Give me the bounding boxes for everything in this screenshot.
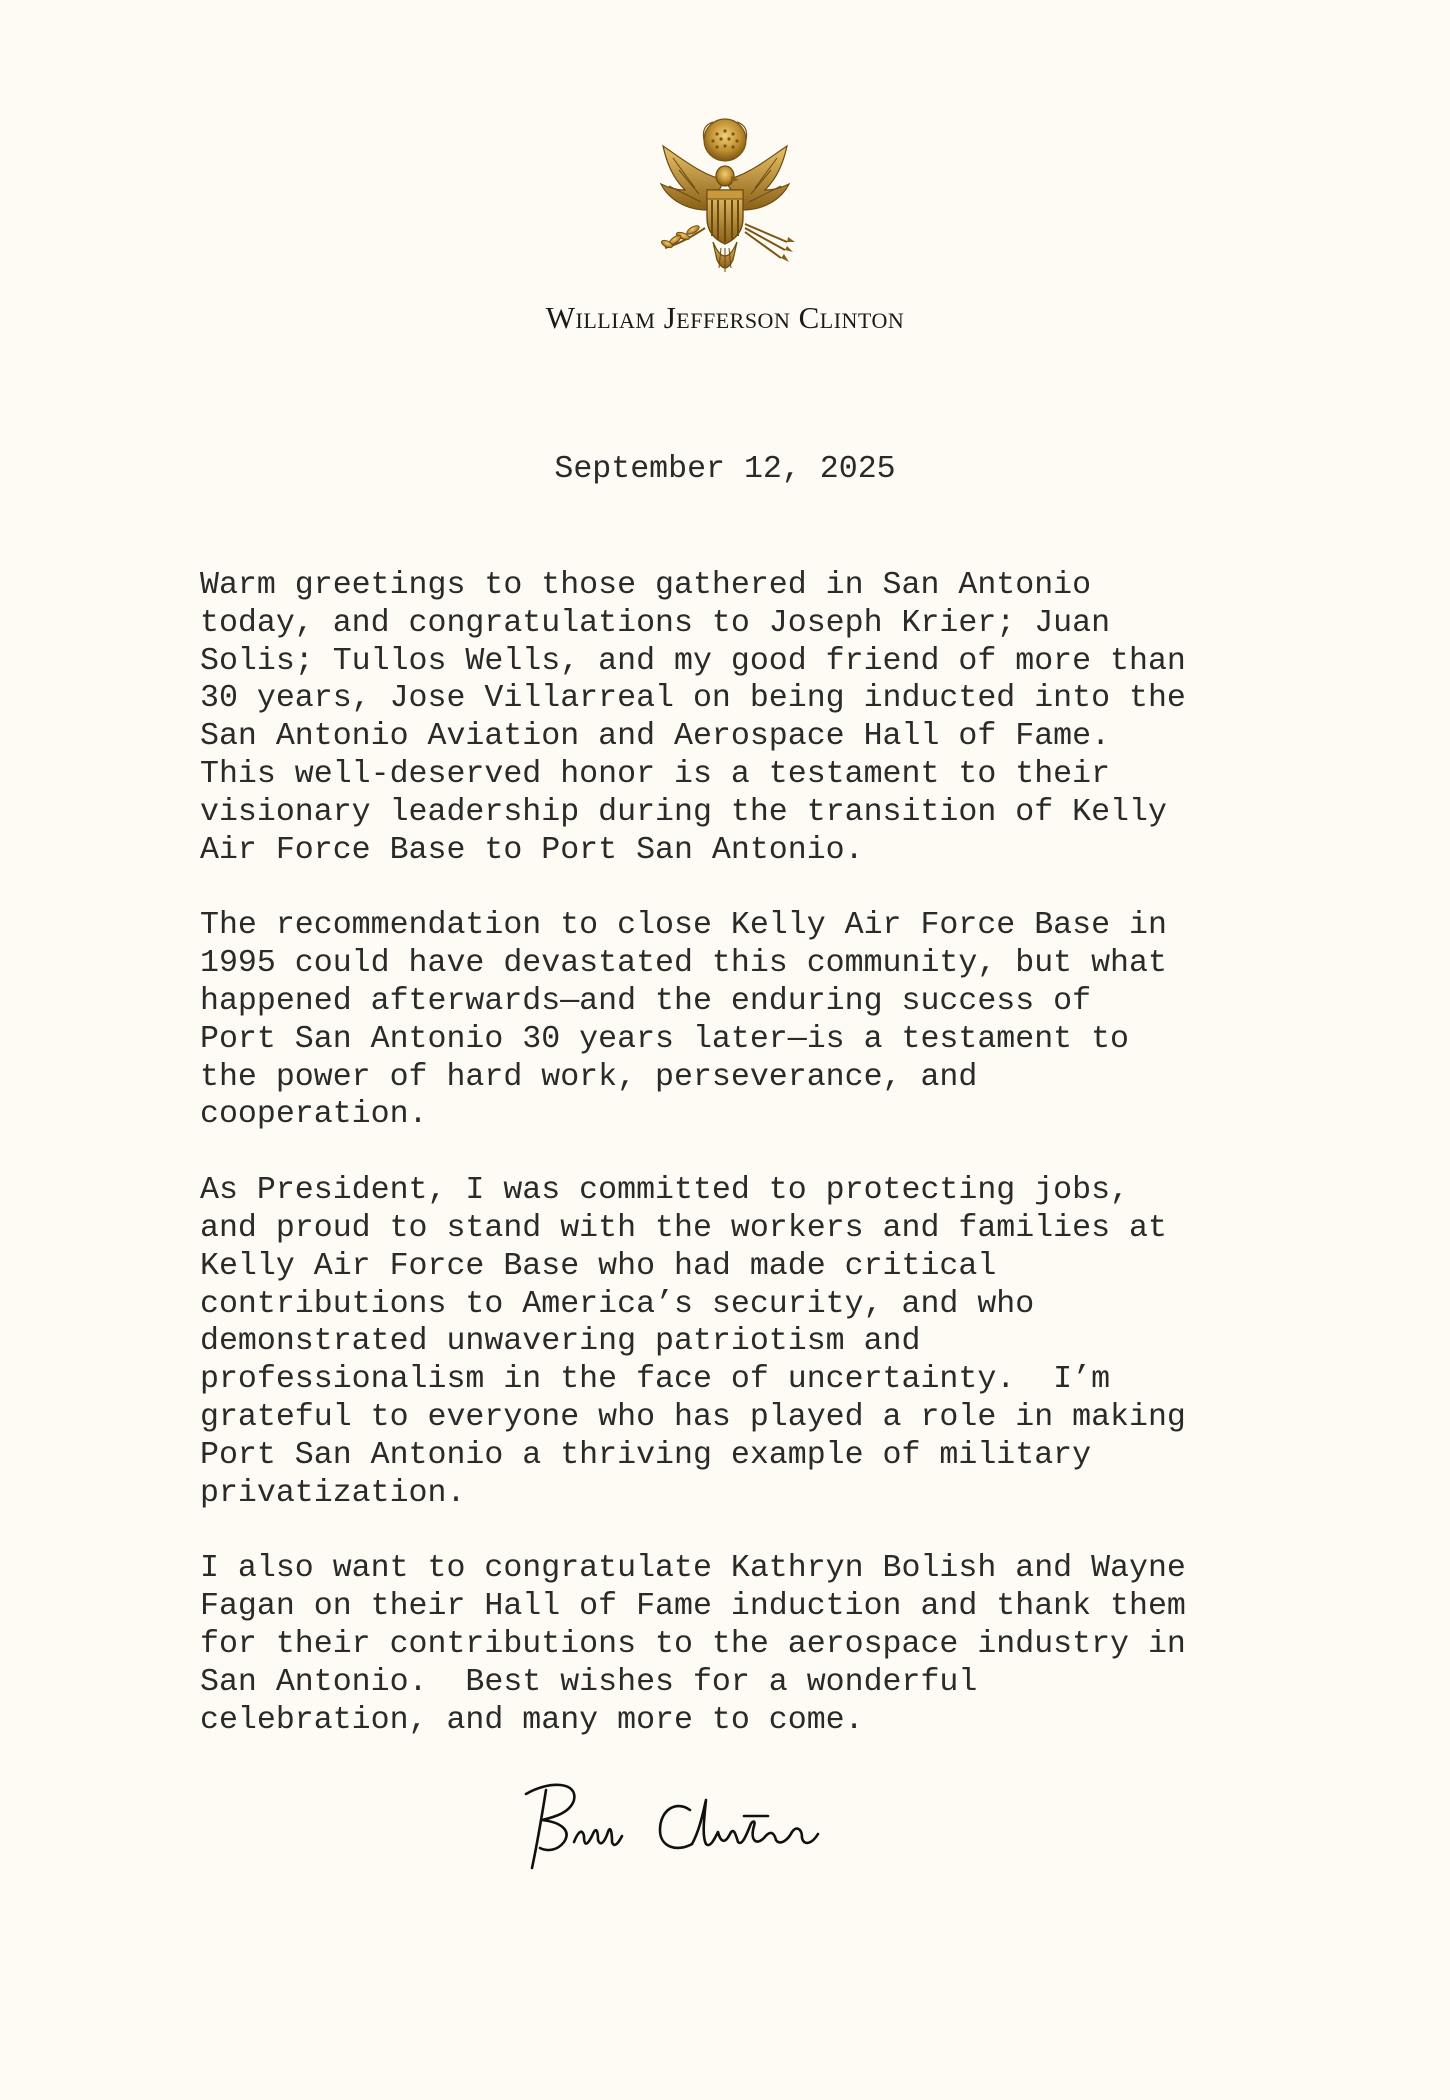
presidential-seal-icon bbox=[643, 118, 807, 290]
letter-body bbox=[200, 567, 1290, 1777]
letter-paragraph-4: I also want to congratulate Kathryn Bolish and Wayne Fagan on their Hall of Fame induction and thank them for their contributions to the aerospace industry in San Antonio. Best wishes for a wonderful celebration, and many more to come. bbox=[200, 1551, 1186, 1738]
letterhead-name: William Jefferson Clinton bbox=[545, 300, 905, 335]
letter-date: September 12, 2025 bbox=[554, 452, 896, 487]
letter-paragraph-2: The recommendation to close Kelly Air Force Base in 1995 could have devastated this community, but what happened afterwards—and the enduring success of Port San Antonio 30 years later—is a testament to the power of hard work, perseverance, and cooperation. bbox=[200, 908, 1167, 1133]
handwritten-signature-icon bbox=[520, 1770, 860, 1880]
letter-paragraph-3: As President, I was committed to protecting jobs, and proud to stand with the workers and families at Kelly Air Force Base who had made critical contributions to America’s security, and who demonstrated unwavering patriotism and professionalism in the face of uncertainty. I’m grateful to everyone who has played a role in making Port San Antonio a thriving example of military privatization. bbox=[200, 1173, 1186, 1511]
letter-paragraph-1: Warm greetings to those gathered in San Antonio today, and congratulations to Joseph Krier; Juan Solis; Tullos Wells, and my good friend of more than 30 years, Jose Villarreal on being inducted into the San Antonio Aviation and Aerospace Hall of Fame. This well-deserved honor is a testament to their visionary leadership during the transition of Kelly Air Force Base to Port San Antonio. bbox=[200, 568, 1186, 868]
